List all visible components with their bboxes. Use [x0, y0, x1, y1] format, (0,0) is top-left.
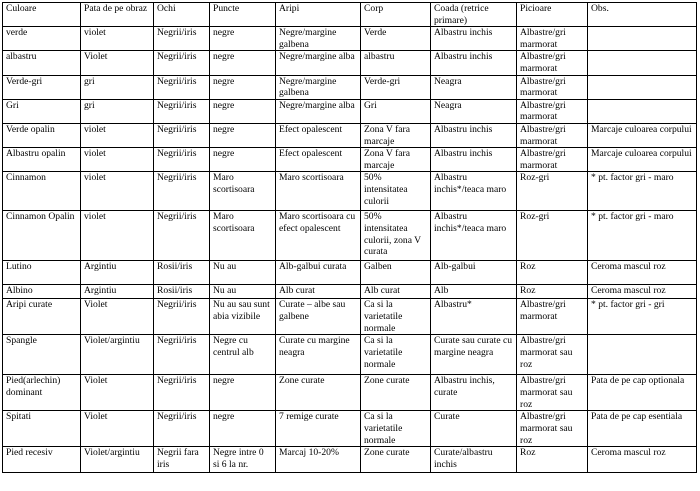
table-cell: Negrii/iris — [154, 299, 210, 335]
column-header: Obs. — [588, 3, 697, 27]
table-cell: violet — [81, 172, 154, 211]
table-cell: negre — [210, 75, 276, 99]
row-label-cell: Lutino — [3, 261, 81, 285]
table-cell: Gri — [361, 99, 431, 123]
table-cell: violet — [81, 123, 154, 147]
table-cell: Albastru inchis*/teaca maro — [431, 211, 517, 261]
row-label-cell: Albino — [3, 285, 81, 299]
table-cell: Albastre/gri marmorat sau roz — [517, 335, 588, 375]
table-cell: negre — [210, 51, 276, 75]
table-cell — [588, 99, 697, 123]
table-cell: Marcaje culoarea corpului — [588, 123, 697, 147]
table-cell: Albastre/gri marmorat — [517, 27, 588, 51]
table-cell: Albastru inchis — [431, 51, 517, 75]
document-page — [2, 2, 697, 473]
table-cell: Maro scortisoara — [210, 172, 276, 211]
row-label-cell: Spangle — [3, 335, 81, 375]
table-cell: Negrii/iris — [154, 123, 210, 147]
table-cell: Ceroma mascul roz — [588, 261, 697, 285]
table-row — [3, 148, 697, 172]
table-cell: Violet — [81, 299, 154, 335]
table-cell — [588, 75, 697, 99]
table-cell: Ceroma mascul roz — [588, 285, 697, 299]
table-row — [3, 123, 697, 147]
column-header: Coada (retrice primare) — [431, 3, 517, 27]
table-cell: Galben — [361, 261, 431, 285]
row-label-cell: Gri — [3, 99, 81, 123]
table-cell: negre — [210, 148, 276, 172]
table-cell: Albastru inchis, curate — [431, 375, 517, 411]
table-cell: Negre/margine alba — [276, 99, 361, 123]
table-cell: Albastre/gri marmorat — [517, 123, 588, 147]
table-cell: Ca si la varietatile normale — [361, 335, 431, 375]
table-cell: Roz-gri — [517, 211, 588, 261]
table-cell: Alb — [431, 285, 517, 299]
table-row — [3, 27, 697, 51]
table-cell: Neagra — [431, 99, 517, 123]
table-cell: Curate cu margine neagra — [276, 335, 361, 375]
table-header-row — [3, 3, 697, 27]
table-cell: Zone curate — [276, 375, 361, 411]
table-cell: Ca si la varietatile normale — [361, 411, 431, 447]
table-cell: Curate — [431, 411, 517, 447]
table-cell: negre — [210, 375, 276, 411]
table-cell: Albastre/gri marmorat sau roz — [517, 375, 588, 411]
table-cell: * pt. factor gri - maro — [588, 211, 697, 261]
table-cell: Negre/margine galbena — [276, 27, 361, 51]
table-cell: Alb curat — [361, 285, 431, 299]
table-cell: Negrii fara iris — [154, 447, 210, 473]
table-cell: Rosii/iris — [154, 285, 210, 299]
table-cell: Rosii/iris — [154, 261, 210, 285]
table-cell: Verde-gri — [361, 75, 431, 99]
table-cell: Violet — [81, 51, 154, 75]
table-cell: violet — [81, 148, 154, 172]
table-cell: Argintiu — [81, 285, 154, 299]
table-cell: Zona V fara marcaje — [361, 148, 431, 172]
table-cell: Efect opalescent — [276, 148, 361, 172]
row-label-cell: Pied(arlechin) dominant — [3, 375, 81, 411]
table-row — [3, 51, 697, 75]
table-cell: 7 remige curate — [276, 411, 361, 447]
table-cell: albastru — [361, 51, 431, 75]
table-cell: Pata de pe cap optionala — [588, 375, 697, 411]
table-cell: Zona V fara marcaje — [361, 123, 431, 147]
table-row — [3, 172, 697, 211]
table-cell: Negrii/iris — [154, 375, 210, 411]
table-cell: Violet — [81, 375, 154, 411]
table-cell: Violet — [81, 411, 154, 447]
table-cell: Curate sau curate cu margine neagra — [431, 335, 517, 375]
table-row — [3, 285, 697, 299]
table-cell: Negrii/iris — [154, 75, 210, 99]
row-label-cell: Albastru opalin — [3, 148, 81, 172]
table-cell: Negre/margine galbena — [276, 75, 361, 99]
table-cell: Roz — [517, 261, 588, 285]
table-cell: Nu au sau sunt abia vizibile — [210, 299, 276, 335]
row-label-cell: Aripi curate — [3, 299, 81, 335]
table-row — [3, 99, 697, 123]
table-cell: Albastre/gri marmorat — [517, 75, 588, 99]
table-row — [3, 335, 697, 375]
table-cell: negre — [210, 411, 276, 447]
table-row — [3, 375, 697, 411]
row-label-cell: Cinnamon — [3, 172, 81, 211]
table-row — [3, 447, 697, 473]
table-cell: Maro scortisoara — [276, 172, 361, 211]
table-cell: * pt. factor gri - maro — [588, 172, 697, 211]
table-cell: Violet/argintiu — [81, 335, 154, 375]
table-cell: violet — [81, 211, 154, 261]
table-cell: negre — [210, 27, 276, 51]
table-cell: Negrii/iris — [154, 335, 210, 375]
row-label-cell: Spitati — [3, 411, 81, 447]
table-cell: Zone curate — [361, 375, 431, 411]
table-cell: gri — [81, 99, 154, 123]
column-header: Corp — [361, 3, 431, 27]
row-label-cell: albastru — [3, 51, 81, 75]
table-cell: Marcaje culoarea corpului — [588, 148, 697, 172]
column-header: Aripi — [276, 3, 361, 27]
column-header: Pata de pe obraz — [81, 3, 154, 27]
table-cell: Curate/albastru inchis — [431, 447, 517, 473]
table-cell: Albastre/gri marmorat — [517, 99, 588, 123]
table-cell: Negrii/iris — [154, 411, 210, 447]
table-cell: Albastre/gri marmorat — [517, 299, 588, 335]
table-cell: Zone curate — [361, 447, 431, 473]
table-cell: Roz — [517, 285, 588, 299]
row-label-cell: Pied recesiv — [3, 447, 81, 473]
table-cell: Negrii/iris — [154, 27, 210, 51]
row-label-cell: Verde opalin — [3, 123, 81, 147]
table-cell: Albastru inchis — [431, 123, 517, 147]
table-cell: negre — [210, 123, 276, 147]
table-cell: * pt. factor gri - gri — [588, 299, 697, 335]
table-row — [3, 411, 697, 447]
table-cell: Argintiu — [81, 261, 154, 285]
table-cell: Albastru inchis — [431, 148, 517, 172]
column-header: Puncte — [210, 3, 276, 27]
table-cell: Ceroma mascul roz — [588, 447, 697, 473]
row-label-cell: Cinnamon Opalin — [3, 211, 81, 261]
row-label-cell: verde — [3, 27, 81, 51]
table-cell: Alb curat — [276, 285, 361, 299]
table-cell: Albastre/gri marmorat sau roz — [517, 411, 588, 447]
table-cell: Violet/argintiu — [81, 447, 154, 473]
table-cell: Maro scortisoara cu efect opalescent — [276, 211, 361, 261]
table-cell: Roz-gri — [517, 172, 588, 211]
table-cell: 50% intensitatea culorii — [361, 172, 431, 211]
table-cell: Negrii/iris — [154, 211, 210, 261]
table-cell: Albastre/gri marmorat — [517, 148, 588, 172]
table-cell: Curate – albe sau galbene — [276, 299, 361, 335]
table-row — [3, 261, 697, 285]
table-cell: Marcaj 10-20% — [276, 447, 361, 473]
table-cell: Nu au — [210, 261, 276, 285]
column-header: Culoare — [3, 3, 81, 27]
table-cell: Albastru* — [431, 299, 517, 335]
table-cell: Negre/margine alba — [276, 51, 361, 75]
table-cell: Roz — [517, 447, 588, 473]
table-cell: Negre cu centrul alb — [210, 335, 276, 375]
table-cell — [588, 51, 697, 75]
table-cell: Verde — [361, 27, 431, 51]
table-cell: Nu au — [210, 285, 276, 299]
table-row — [3, 211, 697, 261]
table-cell: 50% intensitatea culorii, zona V curata — [361, 211, 431, 261]
table-cell: Negrii/iris — [154, 172, 210, 211]
table-cell: Alb-galbui curata — [276, 261, 361, 285]
table-cell: Albastre/gri marmorat — [517, 51, 588, 75]
table-row — [3, 299, 697, 335]
table-cell — [588, 335, 697, 375]
table-cell: Negrii/iris — [154, 99, 210, 123]
table-row — [3, 75, 697, 99]
table-cell: Neagra — [431, 75, 517, 99]
table-cell: Efect opalescent — [276, 123, 361, 147]
table-cell: gri — [81, 75, 154, 99]
column-header: Ochi — [154, 3, 210, 27]
table-cell: Maro scortisoara — [210, 211, 276, 261]
color-varieties-table — [2, 2, 697, 473]
table-cell: Albastru inchis — [431, 27, 517, 51]
table-cell: Negrii/iris — [154, 148, 210, 172]
table-cell: Albastru inchis*/teaca maro — [431, 172, 517, 211]
table-cell: Alb-galbui — [431, 261, 517, 285]
table-cell: Negrii/iris — [154, 51, 210, 75]
table-cell: Negre intre 0 si 6 la nr. — [210, 447, 276, 473]
table-cell — [588, 27, 697, 51]
table-cell: violet — [81, 27, 154, 51]
table-cell: Ca si la varietatile normale — [361, 299, 431, 335]
table-cell: negre — [210, 99, 276, 123]
table-cell: Pata de pe cap esentiala — [588, 411, 697, 447]
row-label-cell: Verde-gri — [3, 75, 81, 99]
column-header: Picioare — [517, 3, 588, 27]
